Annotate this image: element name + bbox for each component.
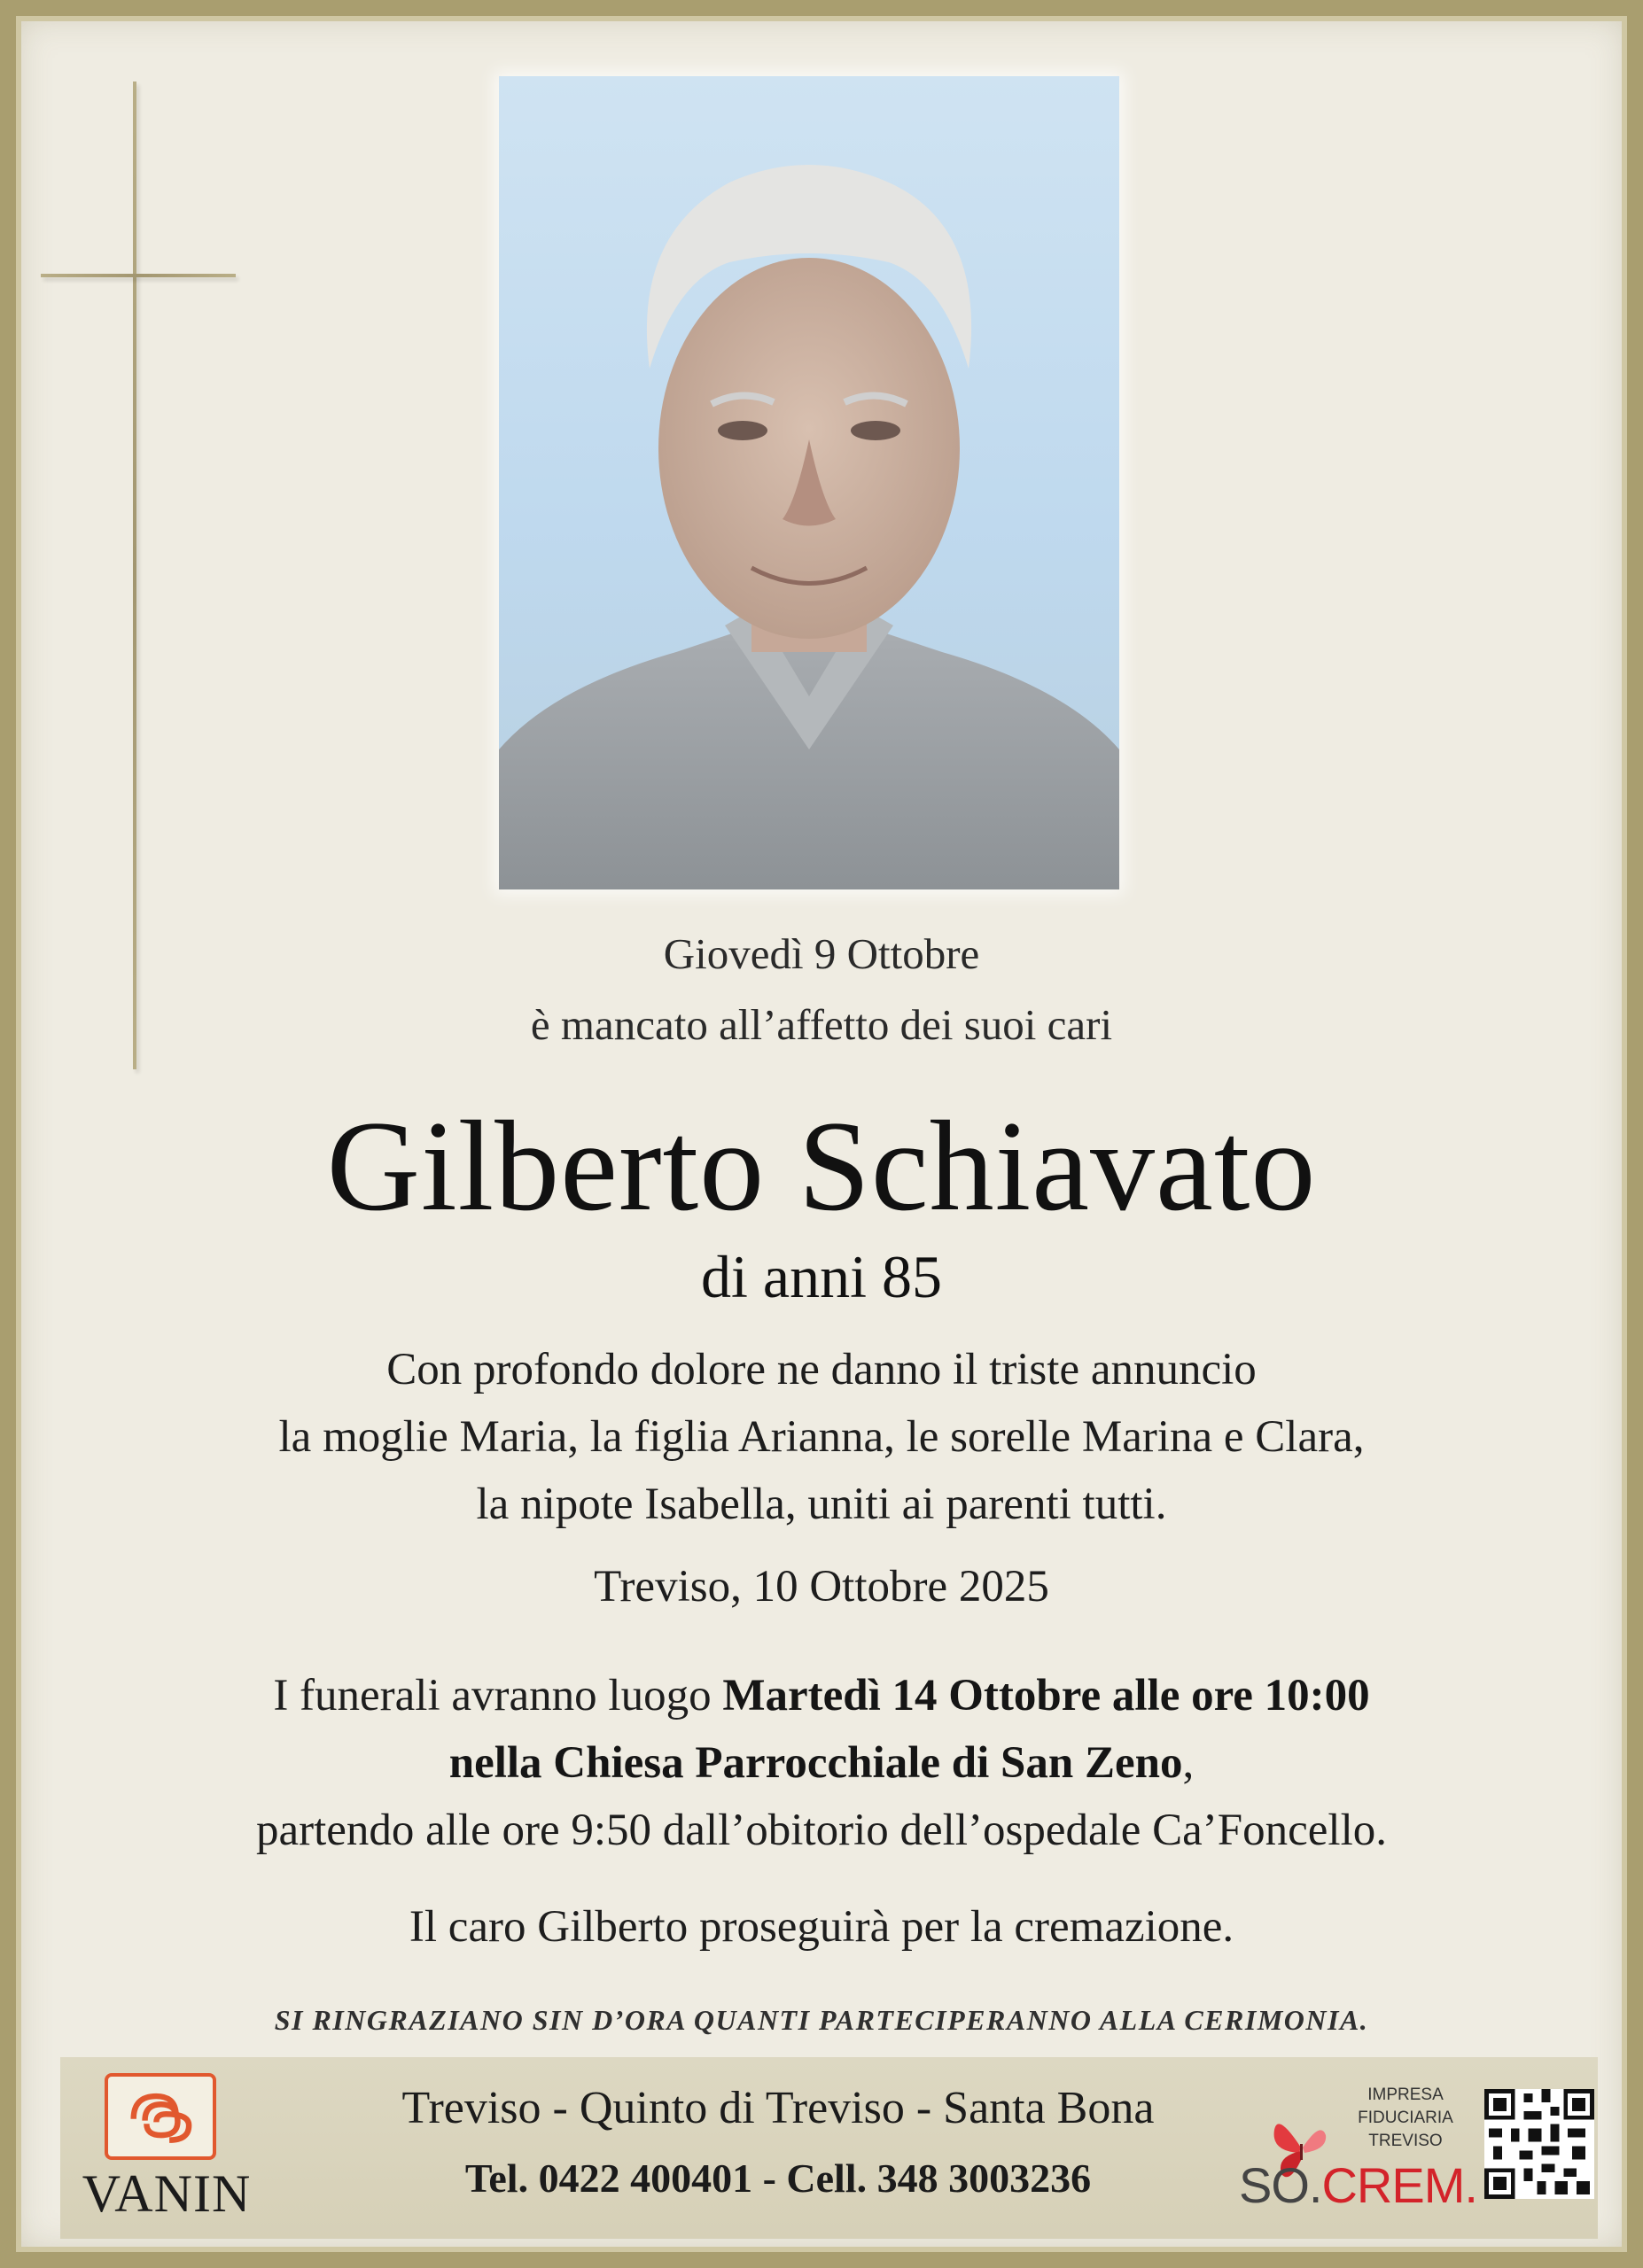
phone-numbers: Tel. 0422 400401 - Cell. 348 3003236 [464, 2155, 1092, 2201]
cross-icon-bar [41, 274, 236, 277]
partner-caption [1317, 2084, 1494, 2153]
locations: Treviso - Quinto di Treviso - Santa Bona [401, 2083, 1155, 2133]
funeral-datetime: Martedì 14 Ottobre alle ore 10:00 [722, 1671, 1370, 1720]
message-line: la moglie Maria, la figlia Arianna, le sorelle Marina e Clara, [278, 1412, 1365, 1462]
portrait-photo [499, 76, 1119, 889]
cross-icon [133, 82, 136, 1069]
partner-name [1239, 2156, 1505, 2214]
partner-name-a: SO. [1239, 2157, 1322, 2213]
deceased-name: Gilberto Schiavato [326, 1094, 1317, 1238]
funeral-line-1 [0, 1662, 1643, 1729]
announcement-message [0, 1336, 1643, 1538]
funeral-departure: partendo alle ore 9:50 dall’obitorio dell’ospedale Ca’Foncello. [255, 1806, 1388, 1855]
partner-caption-line: IMPRESA [1367, 2085, 1444, 2104]
vanin-logo-icon [105, 2073, 216, 2160]
funeral-prefix: I funerali avranno luogo [273, 1671, 723, 1720]
partner-caption-line: FIDUCIARIA [1358, 2109, 1453, 2127]
qr-code-icon[interactable] [1484, 2089, 1594, 2199]
age-line: di anni 85 [701, 1243, 942, 1310]
intro-line: è mancato all’affetto dei suoi cari [530, 1000, 1113, 1049]
funeral-info [0, 1662, 1643, 1864]
cremation-line: Il caro Gilberto proseguirà per la cremazione. [409, 1902, 1234, 1952]
message-line: la nipote Isabella, uniti ai parenti tutti. [476, 1480, 1167, 1529]
place-date: Treviso, 10 Ottobre 2025 [594, 1562, 1049, 1612]
brand-name: VANIN [82, 2164, 252, 2223]
funeral-church: nella Chiesa Parrocchiale di San Zeno [448, 1738, 1183, 1788]
thanks-line: SI RINGRAZIANO SIN D’ORA QUANTI PARTECIPERANNO ALLA CERIMONIA. [274, 2004, 1369, 2036]
death-day-line: Giovedì 9 Ottobre [663, 929, 980, 978]
partner-caption-line: TREVISO [1368, 2132, 1443, 2150]
funeral-church-suffix: , [1182, 1738, 1195, 1788]
partner-name-b: CREM. [1321, 2157, 1477, 2213]
footer-band [60, 2057, 1598, 2239]
funeral-line-2 [0, 1729, 1643, 1797]
message-line: Con profondo dolore ne danno il triste annuncio [386, 1345, 1257, 1394]
